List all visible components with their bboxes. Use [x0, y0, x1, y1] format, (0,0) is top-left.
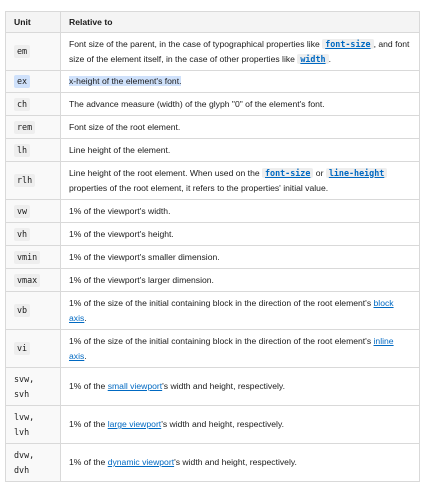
highlighted-description: x-height of the element's font.: [69, 76, 182, 86]
unit-code: vb: [14, 304, 30, 317]
description-cell: Font size of the parent, in the case of typographical properties like font-size , and font size of the element itself, in the case of other properties like width .: [61, 33, 420, 71]
unit-code: vi: [14, 342, 30, 355]
description-cell: Font size of the root element.: [61, 116, 420, 139]
line-height-link[interactable]: line-height: [326, 168, 387, 178]
description-cell: 1% of the dynamic viewport's width and height, respectively.: [61, 444, 420, 482]
unit-cell: [6, 269, 61, 292]
table-row: [6, 200, 420, 223]
unit-cell: [6, 162, 61, 200]
unit-code: lh: [14, 144, 30, 157]
unit-code: ch: [14, 98, 30, 111]
table-row: [6, 139, 420, 162]
font-size-link[interactable]: font-size: [322, 39, 373, 49]
unit-cell: [6, 368, 61, 406]
table-row: [6, 330, 420, 368]
unit-cell: [6, 292, 61, 330]
unit-code: em: [14, 45, 30, 58]
unit-cell: [6, 116, 61, 139]
css-units-table: [5, 11, 420, 482]
unit-cell: [6, 246, 61, 269]
unit-code: lvw,: [14, 411, 35, 422]
unit-code: dvh: [14, 464, 30, 475]
unit-cell: [6, 330, 61, 368]
unit-cell: [6, 223, 61, 246]
table-row: [6, 292, 420, 330]
unit-code: svw,: [14, 373, 35, 384]
unit-cell: [6, 33, 61, 71]
table-row: [6, 93, 420, 116]
table-row: [6, 116, 420, 139]
unit-code: svh: [14, 388, 30, 399]
table-row: [6, 33, 420, 71]
table-row: [6, 406, 420, 444]
description-cell: 1% of the viewport's width.: [61, 200, 420, 223]
unit-cell: [6, 200, 61, 223]
unit-column-header: Unit: [6, 12, 61, 33]
description-cell: 1% of the viewport's smaller dimension.: [61, 246, 420, 269]
inline-axis-link[interactable]: inline axis: [69, 335, 394, 361]
description-cell: [61, 71, 420, 93]
table-row: [6, 444, 420, 482]
unit-code: ex: [14, 75, 30, 88]
unit-code: vmin: [14, 251, 40, 264]
table-header-row: [6, 12, 420, 33]
relative-to-column-header: Relative to: [61, 12, 420, 33]
unit-code: lvh: [14, 426, 30, 437]
unit-code: rem: [14, 121, 35, 134]
dynamic-viewport-link[interactable]: dynamic viewport: [107, 457, 175, 467]
unit-code: vw: [14, 205, 30, 218]
block-axis-link[interactable]: block axis: [69, 297, 394, 323]
description-cell: Line height of the root element. When used on the font-size or line-height properties of the root element, it refers to the properties' initial value.: [61, 162, 420, 200]
description-cell: 1% of the size of the initial containing block in the direction of the root element's block axis.: [61, 292, 420, 330]
unit-cell: [6, 71, 61, 93]
table-row: [6, 223, 420, 246]
unit-code: vh: [14, 228, 30, 241]
unit-cell: [6, 139, 61, 162]
description-cell: 1% of the viewport's larger dimension.: [61, 269, 420, 292]
description-cell: 1% of the small viewport's width and height, respectively.: [61, 368, 420, 406]
table-row: [6, 246, 420, 269]
table-row: [6, 269, 420, 292]
description-cell: 1% of the size of the initial containing block in the direction of the root element's inline axis.: [61, 330, 420, 368]
font-size-link[interactable]: font-size: [262, 168, 313, 178]
table-row: [6, 71, 420, 93]
description-cell: The advance measure (width) of the glyph "0" of the element's font.: [61, 93, 420, 116]
small-viewport-link[interactable]: small viewport: [107, 381, 163, 391]
table-row: [6, 368, 420, 406]
unit-code: rlh: [14, 174, 35, 187]
unit-cell: [6, 444, 61, 482]
table-row: [6, 162, 420, 200]
width-link[interactable]: width: [297, 54, 328, 64]
description-cell: Line height of the element.: [61, 139, 420, 162]
description-cell: 1% of the viewport's height.: [61, 223, 420, 246]
large-viewport-link[interactable]: large viewport: [107, 419, 162, 429]
description-cell: 1% of the large viewport's width and height, respectively.: [61, 406, 420, 444]
unit-code: vmax: [14, 274, 40, 287]
unit-cell: [6, 406, 61, 444]
unit-code: dvw,: [14, 449, 35, 460]
unit-cell: [6, 93, 61, 116]
